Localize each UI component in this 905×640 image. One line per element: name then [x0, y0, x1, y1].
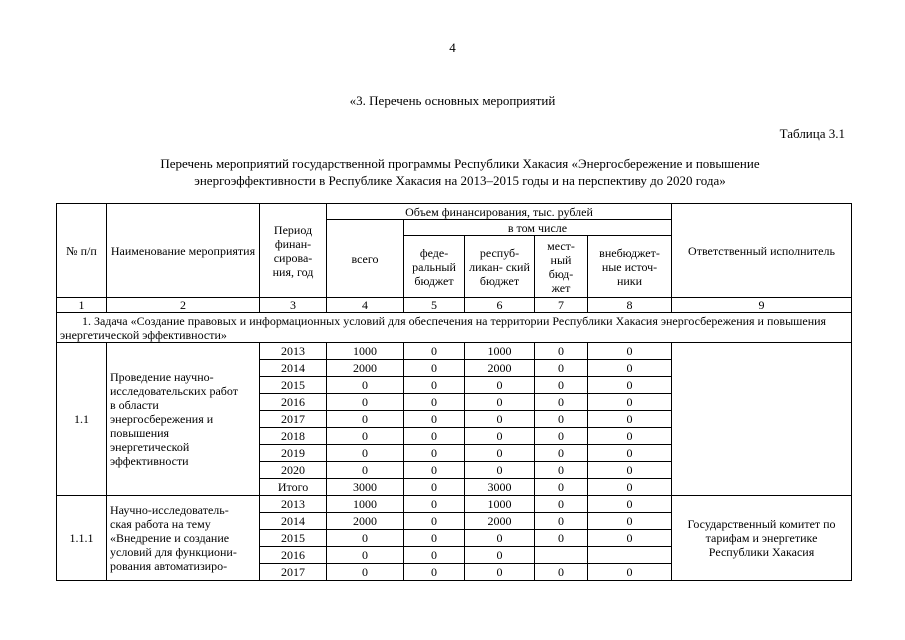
cell-federal: 0 [404, 360, 465, 377]
header-period: Период финан- сирова- ния, год [260, 204, 327, 298]
cell-total: 2000 [327, 513, 404, 530]
table-number: Таблица 3.1 [779, 126, 845, 141]
cell-year: 2013 [260, 496, 327, 513]
cell-year: 2019 [260, 445, 327, 462]
cell-federal: 0 [404, 428, 465, 445]
cell-federal: 0 [404, 547, 465, 564]
responsible-cell: Государственный комитет по тарифам и энергетике Республики Хакасия [672, 496, 852, 581]
cell-year: 2018 [260, 428, 327, 445]
cell-local: 0 [535, 445, 588, 462]
cell-local: 0 [535, 479, 588, 496]
item-name-text: Проведение научно- исследовательских работ в области энергосбережения и повышения энергетической эффективности [110, 370, 238, 468]
cell-local: 0 [535, 411, 588, 428]
table-row [57, 343, 852, 360]
cell-total: 0 [327, 462, 404, 479]
cell-republic: 0 [465, 547, 535, 564]
header-name: Наименование мероприятия [107, 204, 260, 298]
col-number: 1 [57, 298, 107, 313]
cell-republic: 2000 [465, 513, 535, 530]
cell-republic: 0 [465, 394, 535, 411]
cell-year: 2017 [260, 411, 327, 428]
cell-year: 2015 [260, 377, 327, 394]
cell-federal: 0 [404, 462, 465, 479]
cell-local: 0 [535, 428, 588, 445]
cell-total: 2000 [327, 360, 404, 377]
header-num: № п/п [57, 204, 107, 298]
cell-federal: 0 [404, 564, 465, 581]
item-1-1-1 [57, 496, 852, 581]
cell-republic: 0 [465, 411, 535, 428]
item-number: 1.1 [57, 343, 107, 496]
cell-offbudget [588, 547, 672, 564]
header-offbudget: внебюджет- ные источ- ники [588, 236, 672, 298]
cell-republic: 2000 [465, 360, 535, 377]
cell-republic: 0 [465, 564, 535, 581]
cell-year: Итого [260, 479, 327, 496]
cell-republic: 1000 [465, 496, 535, 513]
table-title-line-2: энергоэффективности в Республике Хакасия на 2013–2015 годы и на перспективу до 2020 года» [194, 173, 726, 188]
cell-offbudget: 0 [588, 479, 672, 496]
column-number-row [57, 298, 852, 313]
cell-offbudget: 0 [588, 445, 672, 462]
cell-local: 0 [535, 360, 588, 377]
cell-offbudget: 0 [588, 394, 672, 411]
col-number: 7 [535, 298, 588, 313]
cell-local: 0 [535, 513, 588, 530]
header-federal: феде- ральный бюджет [404, 236, 465, 298]
cell-federal: 0 [404, 445, 465, 462]
col-number: 5 [404, 298, 465, 313]
cell-federal: 0 [404, 377, 465, 394]
cell-year: 2013 [260, 343, 327, 360]
cell-total: 0 [327, 564, 404, 581]
header-total: всего [327, 220, 404, 298]
cell-offbudget: 0 [588, 462, 672, 479]
col-number: 8 [588, 298, 672, 313]
task-1-text: 1. Задача «Создание правовых и информационных условий для обеспечения на территории Республики Хакасия энергосбережения и повышения энергетической эффективности» [57, 313, 852, 343]
cell-federal: 0 [404, 496, 465, 513]
cell-local: 0 [535, 343, 588, 360]
cell-local: 0 [535, 564, 588, 581]
cell-local: 0 [535, 377, 588, 394]
table-row [57, 496, 852, 513]
header-including: в том числе [404, 220, 672, 236]
cell-total: 0 [327, 411, 404, 428]
cell-offbudget: 0 [588, 411, 672, 428]
table-title [100, 155, 820, 189]
cell-federal: 0 [404, 411, 465, 428]
cell-offbudget: 0 [588, 496, 672, 513]
cell-total: 0 [327, 530, 404, 547]
cell-republic: 0 [465, 428, 535, 445]
measures-table [56, 203, 852, 581]
header-republic: респуб- ликан- ский бюджет [465, 236, 535, 298]
cell-republic: 0 [465, 445, 535, 462]
cell-local: 0 [535, 394, 588, 411]
cell-federal: 0 [404, 479, 465, 496]
cell-year: 2016 [260, 547, 327, 564]
item-1-1 [57, 343, 852, 496]
cell-offbudget: 0 [588, 428, 672, 445]
item-name-text: Научно-исследователь- ская работа на тему «Внедрение и создание условий для функциони- рования автоматизиро- [110, 503, 237, 573]
cell-total: 1000 [327, 343, 404, 360]
cell-federal: 0 [404, 513, 465, 530]
cell-federal: 0 [404, 394, 465, 411]
col-number: 3 [260, 298, 327, 313]
cell-federal: 0 [404, 530, 465, 547]
item-number: 1.1.1 [57, 496, 107, 581]
cell-total: 0 [327, 547, 404, 564]
cell-republic: 0 [465, 530, 535, 547]
col-number: 2 [107, 298, 260, 313]
page-number: 4 [449, 40, 456, 55]
header-funding: Объем финансирования, тыс. рублей [327, 204, 672, 220]
cell-year: 2015 [260, 530, 327, 547]
col-number: 6 [465, 298, 535, 313]
cell-offbudget: 0 [588, 360, 672, 377]
header-row-1 [57, 204, 852, 220]
cell-year: 2014 [260, 360, 327, 377]
cell-total: 0 [327, 445, 404, 462]
header-responsible: Ответственный исполнитель [672, 204, 852, 298]
cell-offbudget: 0 [588, 343, 672, 360]
cell-total: 3000 [327, 479, 404, 496]
cell-federal: 0 [404, 343, 465, 360]
cell-local: 0 [535, 530, 588, 547]
cell-republic: 3000 [465, 479, 535, 496]
cell-offbudget: 0 [588, 530, 672, 547]
header-local: мест- ный бюд- жет [535, 236, 588, 298]
cell-offbudget: 0 [588, 513, 672, 530]
cell-local [535, 547, 588, 564]
task-row [57, 313, 852, 343]
table-title-line-1: Перечень мероприятий государственной программы Республики Хакасия «Энергосбережение и повышение [160, 156, 760, 171]
cell-offbudget: 0 [588, 377, 672, 394]
cell-total: 1000 [327, 496, 404, 513]
section-title: «3. Перечень основных мероприятий [349, 93, 556, 108]
cell-year: 2017 [260, 564, 327, 581]
item-name [107, 496, 260, 581]
col-number: 9 [672, 298, 852, 313]
cell-total: 0 [327, 377, 404, 394]
cell-year: 2016 [260, 394, 327, 411]
cell-republic: 0 [465, 377, 535, 394]
cell-republic: 1000 [465, 343, 535, 360]
col-number: 4 [327, 298, 404, 313]
responsible-cell [672, 343, 852, 496]
cell-total: 0 [327, 394, 404, 411]
cell-year: 2014 [260, 513, 327, 530]
cell-local: 0 [535, 462, 588, 479]
cell-republic: 0 [465, 462, 535, 479]
cell-local: 0 [535, 496, 588, 513]
cell-total: 0 [327, 428, 404, 445]
cell-offbudget: 0 [588, 564, 672, 581]
item-name [107, 343, 260, 496]
cell-year: 2020 [260, 462, 327, 479]
